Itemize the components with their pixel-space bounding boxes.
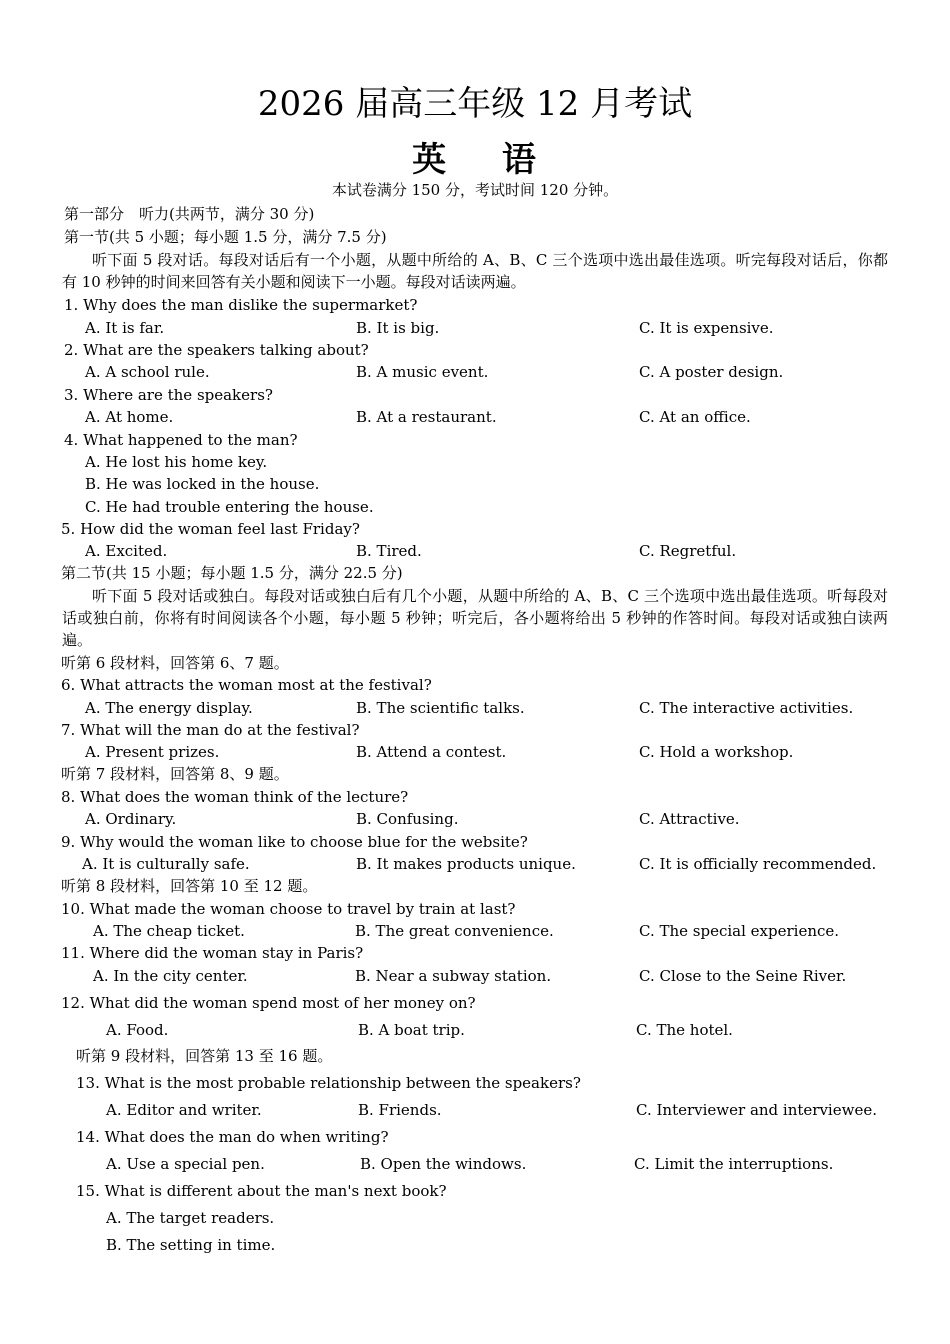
q1-option-b: B. It is big. bbox=[356, 319, 440, 337]
q15-option-a: A. The target readers. bbox=[106, 1209, 275, 1227]
q15-option-b: B. The setting in time. bbox=[106, 1236, 276, 1254]
q4-option-a: A. He lost his home key. bbox=[85, 453, 268, 471]
q12-option-c: C. The hotel. bbox=[636, 1021, 733, 1039]
q10-option-c: C. The special experience. bbox=[639, 922, 840, 940]
question-9: 9. Why would the woman like to choose blue for the website? bbox=[61, 833, 528, 851]
q3-option-c: C. At an office. bbox=[639, 408, 751, 426]
exam-title: 2026 届高三年级 12 月考试 bbox=[257, 84, 693, 124]
question-10: 10. What made the woman choose to travel by train at last? bbox=[61, 900, 516, 918]
q9-option-a: A. It is culturally safe. bbox=[82, 855, 250, 873]
q11-option-b: B. Near a subway station. bbox=[355, 967, 552, 985]
q7-option-c: C. Hold a workshop. bbox=[639, 743, 794, 761]
q7-option-a: A. Present prizes. bbox=[85, 743, 220, 761]
section2-instructions: 听下面 5 段对话或独白。每段对话或独白后有几个小题，从题中所给的 A、B、C 三个选项中选出最佳选项。听每段对话或独白前，你将有时间阅读各个小题，每小题 5 秒钟；听完后，各小题将给出 5 秒钟的作答时间。每段对话或独白读两遍。 bbox=[62, 587, 888, 649]
q1-option-a: A. It is far. bbox=[85, 319, 165, 337]
q13-option-a: A. Editor and writer. bbox=[106, 1101, 262, 1119]
section1-heading: 第一节(共 5 小题；每小题 1.5 分，满分 7.5 分) bbox=[64, 228, 387, 246]
question-3: 3. Where are the speakers? bbox=[64, 386, 273, 404]
question-6: 6. What attracts the woman most at the festival? bbox=[61, 676, 432, 694]
q2-option-b: B. A music event. bbox=[356, 363, 489, 381]
q5-option-c: C. Regretful. bbox=[639, 542, 737, 560]
material-8-intro: 听第 8 段材料，回答第 10 至 12 题。 bbox=[61, 877, 318, 895]
q13-option-b: B. Friends. bbox=[358, 1101, 442, 1119]
q4-option-c: C. He had trouble entering the house. bbox=[85, 498, 374, 516]
q11-option-c: C. Close to the Seine River. bbox=[639, 967, 847, 985]
q12-option-b: B. A boat trip. bbox=[358, 1021, 465, 1039]
q14-option-b: B. Open the windows. bbox=[360, 1155, 527, 1173]
q3-option-b: B. At a restaurant. bbox=[356, 408, 497, 426]
q13-option-c: C. Interviewer and interviewee. bbox=[636, 1101, 877, 1119]
q8-option-a: A. Ordinary. bbox=[85, 810, 177, 828]
material-7-intro: 听第 7 段材料，回答第 8、9 题。 bbox=[61, 765, 289, 783]
question-8: 8. What does the woman think of the lecture? bbox=[61, 788, 409, 806]
question-7: 7. What will the man do at the festival? bbox=[61, 721, 360, 739]
question-2: 2. What are the speakers talking about? bbox=[64, 341, 369, 359]
q10-option-b: B. The great convenience. bbox=[355, 922, 554, 940]
exam-note: 本试卷满分 150 分，考试时间 120 分钟。 bbox=[331, 181, 619, 199]
material-6-intro: 听第 6 段材料，回答第 6、7 题。 bbox=[61, 654, 289, 672]
q6-option-c: C. The interactive activities. bbox=[639, 699, 854, 717]
question-13: 13. What is the most probable relationship between the speakers? bbox=[76, 1074, 581, 1092]
q9-option-c: C. It is officially recommended. bbox=[639, 855, 877, 873]
section2-heading: 第二节(共 15 小题；每小题 1.5 分，满分 22.5 分) bbox=[61, 564, 403, 582]
q9-option-b: B. It makes products unique. bbox=[356, 855, 576, 873]
q14-option-c: C. Limit the interruptions. bbox=[634, 1155, 834, 1173]
q8-option-b: B. Confusing. bbox=[356, 810, 459, 828]
material-9-intro: 听第 9 段材料，回答第 13 至 16 题。 bbox=[76, 1047, 333, 1065]
subject-title: 英 语 bbox=[412, 140, 538, 180]
question-11: 11. Where did the woman stay in Paris? bbox=[61, 944, 364, 962]
question-1: 1. Why does the man dislike the supermarket? bbox=[64, 296, 418, 314]
q5-option-b: B. Tired. bbox=[356, 542, 422, 560]
q4-option-b: B. He was locked in the house. bbox=[85, 475, 320, 493]
section1-instructions: 听下面 5 段对话。每段对话后有一个小题，从题中所给的 A、B、C 三个选项中选出最佳选项。听完每段对话后，你都有 10 秒钟的时间来回答有关小题和阅读下一小题。每段对话读两遍。 bbox=[62, 251, 888, 291]
q2-option-a: A. A school rule. bbox=[85, 363, 210, 381]
part1-heading: 第一部分 听力(共两节，满分 30 分) bbox=[64, 205, 315, 223]
q8-option-c: C. Attractive. bbox=[639, 810, 740, 828]
question-12: 12. What did the woman spend most of her money on? bbox=[61, 994, 476, 1012]
q6-option-b: B. The scientific talks. bbox=[356, 699, 525, 717]
question-5: 5. How did the woman feel last Friday? bbox=[61, 520, 360, 538]
question-14: 14. What does the man do when writing? bbox=[76, 1128, 389, 1146]
q1-option-c: C. It is expensive. bbox=[639, 319, 774, 337]
q5-option-a: A. Excited. bbox=[85, 542, 168, 560]
question-4: 4. What happened to the man? bbox=[64, 431, 298, 449]
q14-option-a: A. Use a special pen. bbox=[106, 1155, 265, 1173]
q11-option-a: A. In the city center. bbox=[93, 967, 248, 985]
q6-option-a: A. The energy display. bbox=[85, 699, 253, 717]
q3-option-a: A. At home. bbox=[85, 408, 174, 426]
q7-option-b: B. Attend a contest. bbox=[356, 743, 507, 761]
question-15: 15. What is different about the man's next book? bbox=[76, 1182, 447, 1200]
q10-option-a: A. The cheap ticket. bbox=[93, 922, 245, 940]
q12-option-a: A. Food. bbox=[106, 1021, 169, 1039]
q2-option-c: C. A poster design. bbox=[639, 363, 784, 381]
